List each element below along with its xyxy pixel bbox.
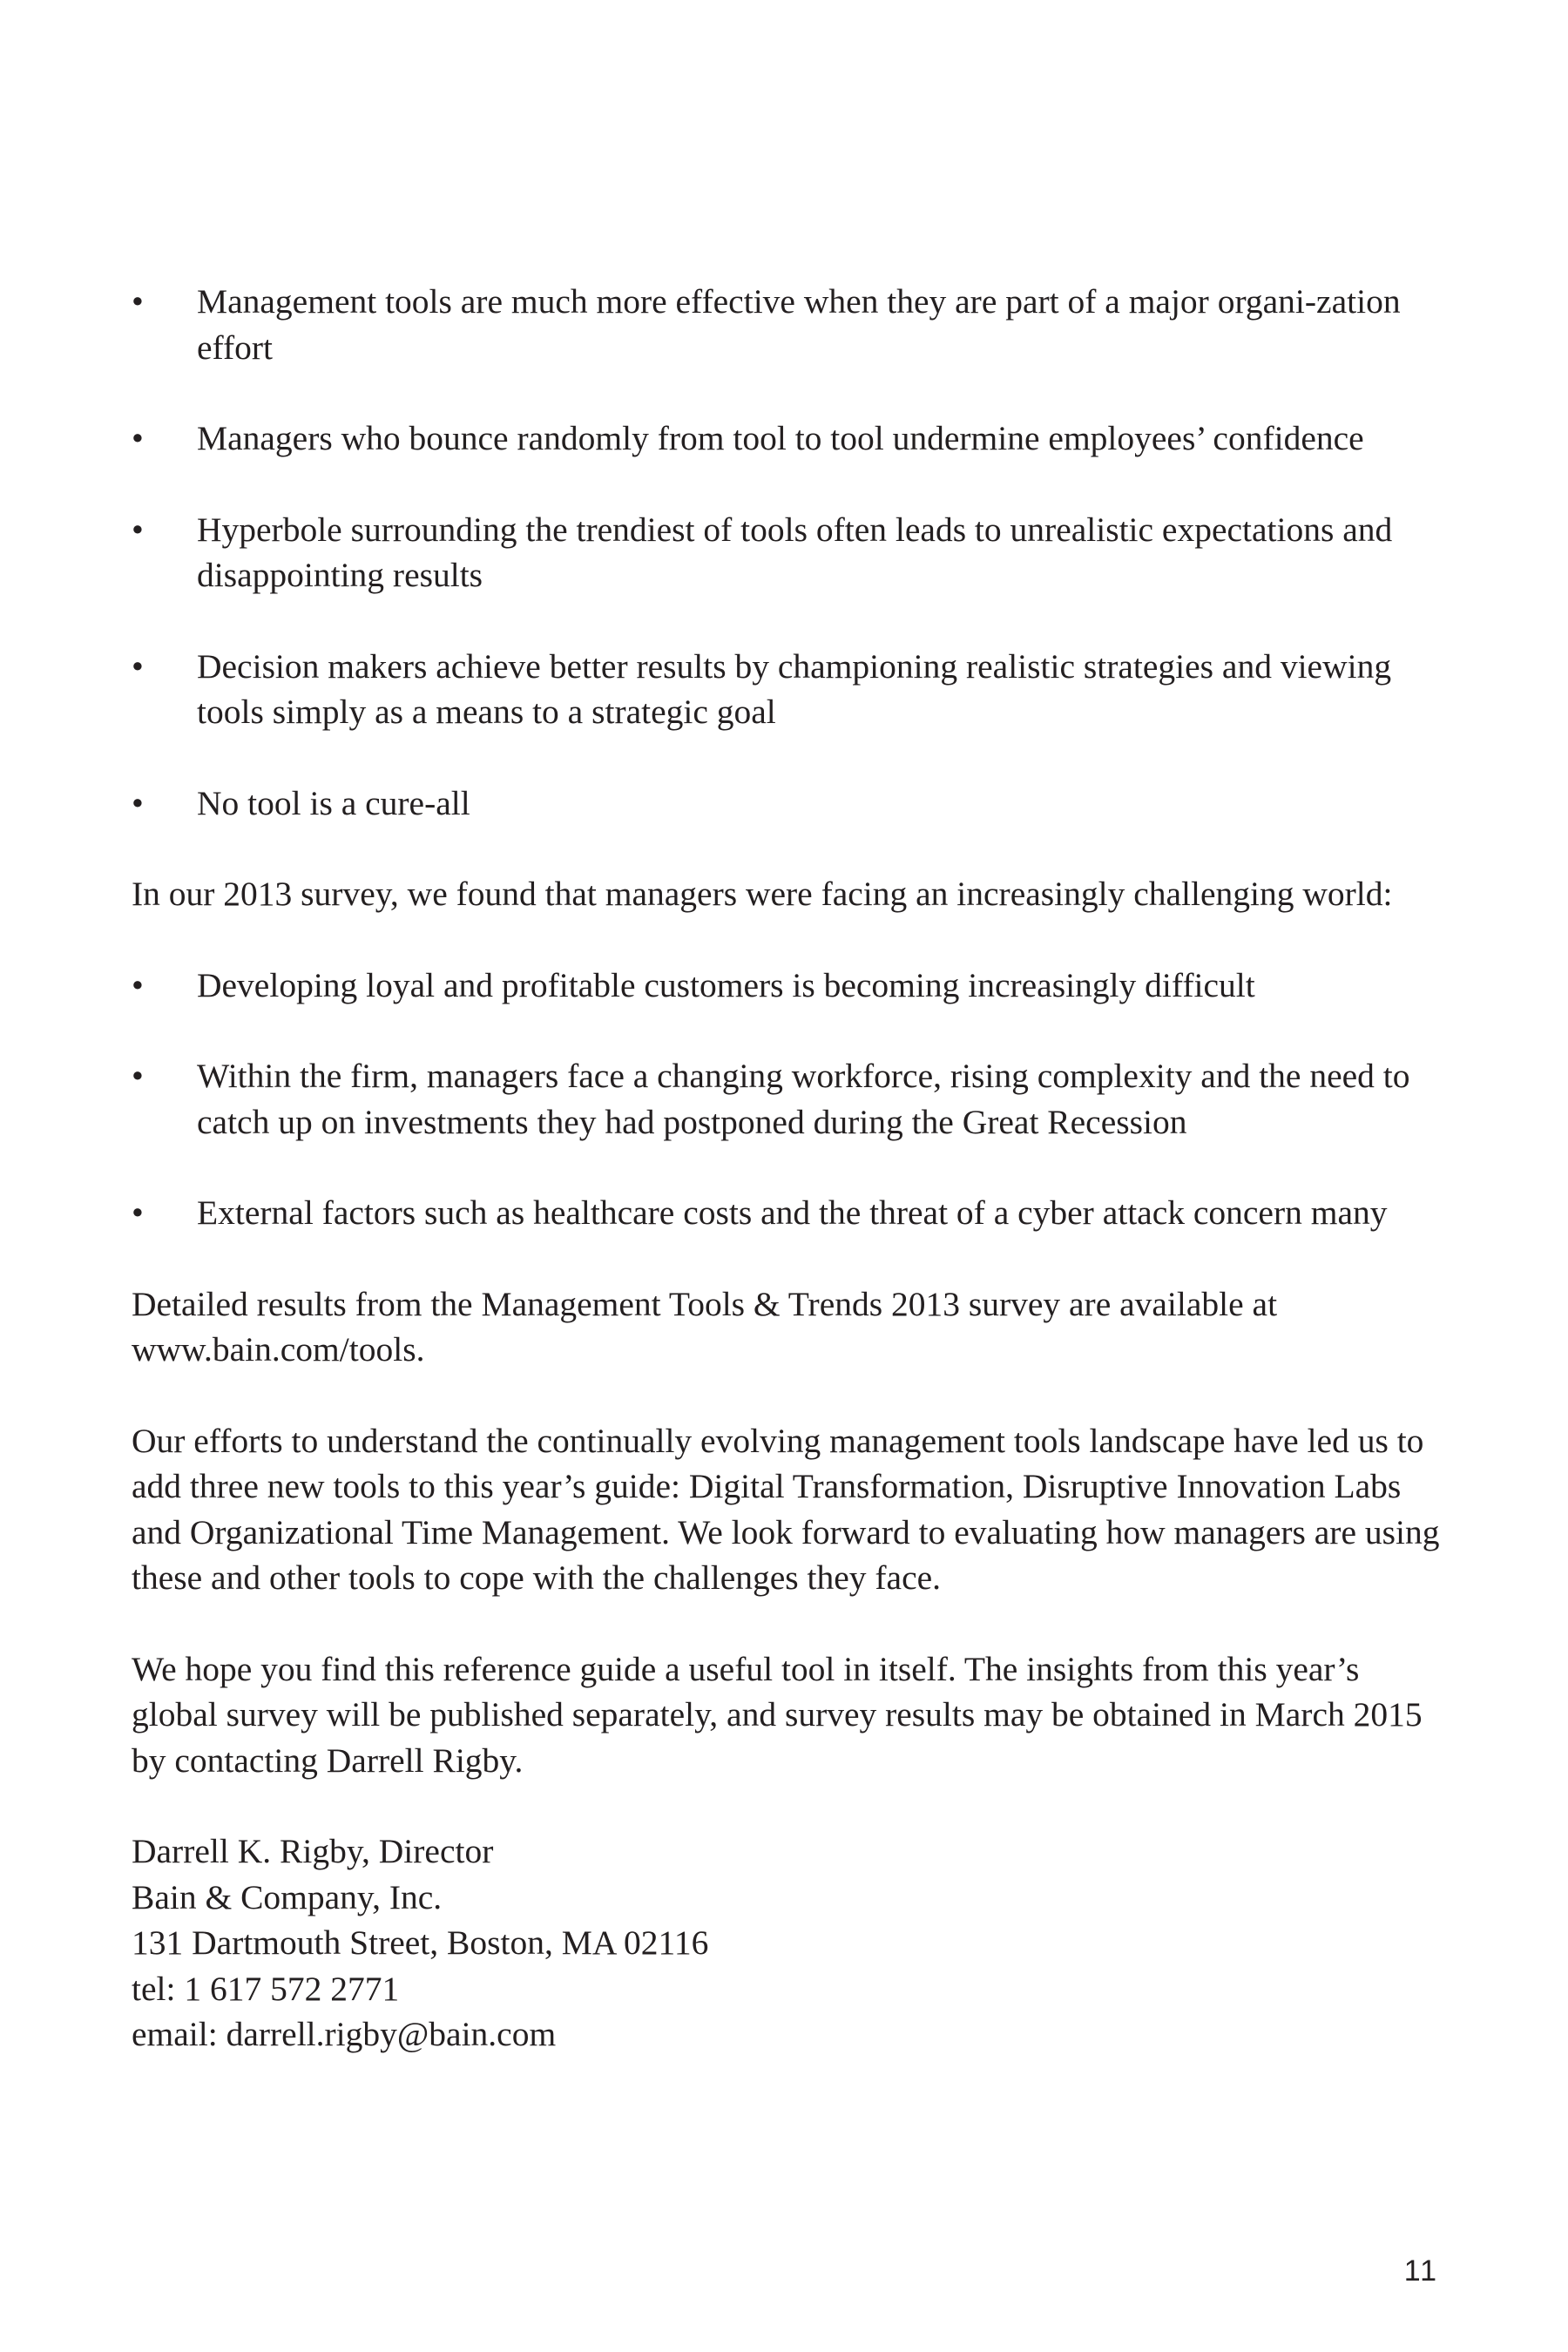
list-item (132, 1053, 1451, 1145)
hope-paragraph: We hope you find this reference guide a useful tool in itself. The insights from this year’s global survey will be published separately, and survey results may be obtained in March 2015 by contacting Darrell Rigby. (132, 1649, 1423, 1780)
list-item-text: Hyperbole surrounding the trendiest of tools often leads to unrealistic expectations and disappointing results (197, 510, 1393, 594)
list-item (132, 781, 1451, 827)
bullet-list-challenges (132, 963, 1451, 1236)
list-item-text: Management tools are much more effective when they are part of a major organi-zation effort (197, 282, 1401, 367)
list-item-text: Developing loyal and profitable customers is becoming increasingly difficult (197, 965, 1255, 1004)
page-number: 11 (1403, 2254, 1438, 2288)
list-item (132, 1190, 1451, 1236)
list-item-text: Managers who bounce randomly from tool to tool undermine employees’ confidence (197, 419, 1364, 457)
page-content (132, 279, 1451, 2058)
survey-intro-paragraph: In our 2013 survey, we found that managers were facing an increasingly challenging world: (132, 875, 1393, 913)
bullet-icon: • (132, 646, 144, 686)
list-item-text: External factors such as healthcare costs and the threat of a cyber attack concern many (197, 1193, 1388, 1232)
signature-tel: tel: 1 617 572 2771 (132, 1969, 400, 2008)
efforts-paragraph: Our efforts to understand the continually evolving management tools landscape have led us to add three new tools to this year’s guide: Digital Transformation, Disruptive Innovation Labs and Organizational Time Management. We look forward to evaluating how managers are using these and other tools to cope with the challenges they face. (132, 1421, 1440, 1597)
signature-address: 131 Dartmouth Street, Boston, MA 02116 (132, 1923, 709, 1962)
list-item (132, 644, 1451, 735)
list-item (132, 416, 1451, 462)
bullet-list-tool-findings (132, 279, 1451, 826)
bullet-icon: • (132, 965, 144, 1004)
bullet-icon: • (132, 282, 144, 321)
list-item-text: Decision makers achieve better results by championing realistic strategies and viewing tools simply as a means to a strategic goal (197, 646, 1392, 731)
bullet-icon: • (132, 510, 144, 549)
signature-email: email: darrell.rigby@bain.com (132, 2015, 557, 2053)
list-item (132, 507, 1451, 598)
results-paragraph: Detailed results from the Management Tools & Trends 2013 survey are available at www.bain.com/tools. (132, 1284, 1278, 1369)
bullet-icon: • (132, 1193, 144, 1232)
bullet-icon: • (132, 1057, 144, 1095)
list-item (132, 279, 1451, 370)
signature-block (132, 1828, 1451, 2058)
bullet-icon: • (132, 783, 144, 822)
bullet-icon: • (132, 419, 144, 457)
list-item-text: No tool is a cure-all (197, 783, 470, 822)
signature-company: Bain & Company, Inc. (132, 1877, 443, 1916)
list-item-text: Within the firm, managers face a changing workforce, rising complexity and the need to catch up on investments they had postponed during the Great Recession (197, 1057, 1410, 1141)
signature-name: Darrell K. Rigby, Director (132, 1832, 494, 1870)
list-item (132, 963, 1451, 1009)
